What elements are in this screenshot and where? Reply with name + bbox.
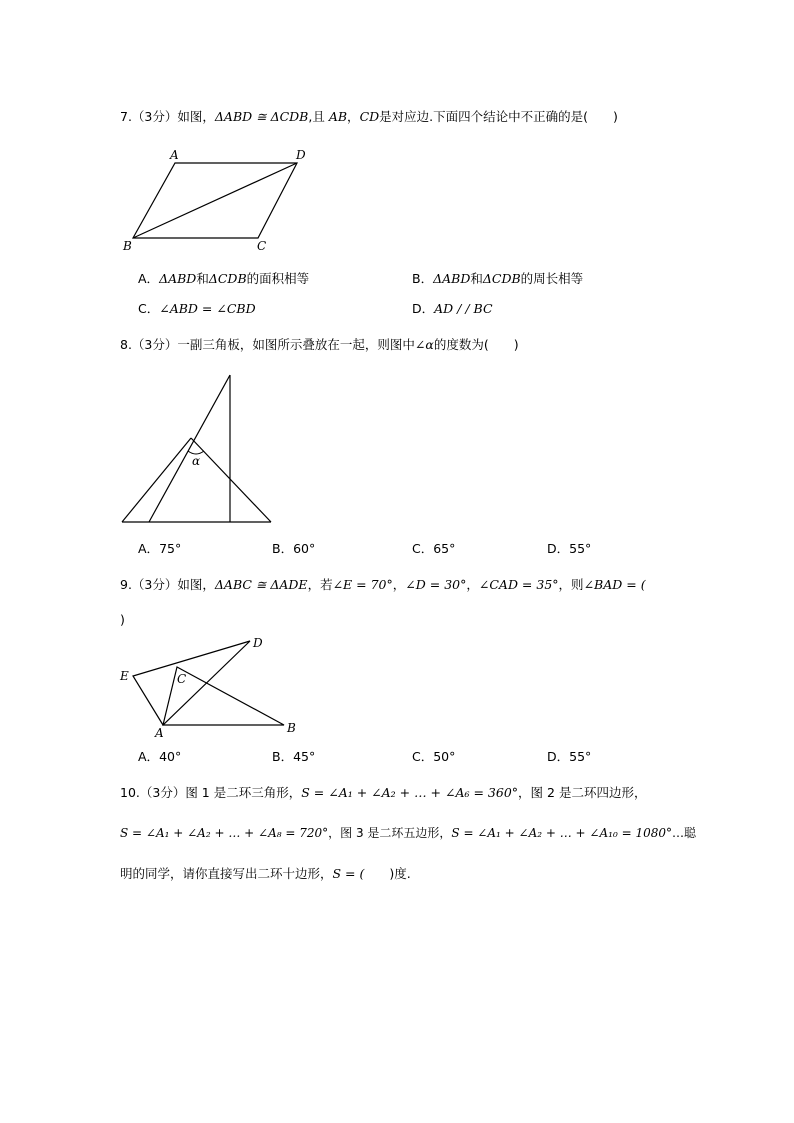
q9-stem-line2: ) [120,612,125,627]
q10-line2: S = ∠A₁ + ∠A₂ + … + ∠A₈ = 720°，图 3 是二环五边形，S = ∠A₁ + ∠A₂ + … + ∠A₁₀ = 1080°…聪 [120,826,697,840]
q7-label-a: A [170,148,179,162]
q7-option-b[interactable]: B．ΔABD和ΔCDB的周长相等 [412,271,584,286]
q7-stem: 7.（3分）如图，ΔABD ≅ ΔCDB,且 AB，CD是对应边.下面四个结论中不正确的是( ) [120,109,618,124]
q10-line1: 10.（3分）图 1 是二环三角形，S = ∠A₁ + ∠A₂ + … + ∠A₆ = 360°，图 2 是二环四边形， [120,785,647,800]
q9-option-d[interactable]: D．55° [547,749,592,764]
q9-label-d: D [253,636,263,650]
q9-label-e: E [120,669,129,683]
q9-option-a[interactable]: A．40° [138,749,182,764]
q9-label-c: C [177,672,187,686]
q9-option-b[interactable]: B．45° [272,749,316,764]
q9-label-a: A [155,726,164,740]
q9-triangle-ade [133,641,250,725]
q8-option-b[interactable]: B．60° [272,541,316,556]
q9-label-b: B [287,721,296,735]
q7-option-c[interactable]: C．∠ABD = ∠CBD [138,301,256,316]
q8-option-d[interactable]: D．55° [547,541,592,556]
q7-option-d[interactable]: D．AD / / BC [412,301,493,316]
q7-label-b: B [123,239,132,253]
q7-option-a[interactable]: A．ΔABD和ΔCDB的面积相等 [138,271,310,286]
q8-option-c[interactable]: C．65° [412,541,456,556]
q9-stem: 9.（3分）如图，ΔABC ≅ ΔADE，若∠E = 70°，∠D = 30°，∠CAD = 35°，则∠BAD = ( [120,577,646,592]
q9-option-c[interactable]: C．50° [412,749,456,764]
q8-alpha-label: α [192,454,201,468]
q10-line3: 明的同学，请你直接写出二环十边形，S = ( )度. [120,866,411,881]
q7-label-c: C [257,239,267,253]
q8-stem: 8.（3分）一副三角板，如图所示叠放在一起，则图中∠α的度数为( ) [120,337,519,352]
q8-option-a[interactable]: A．75° [138,541,182,556]
q7-label-d: D [296,148,306,162]
